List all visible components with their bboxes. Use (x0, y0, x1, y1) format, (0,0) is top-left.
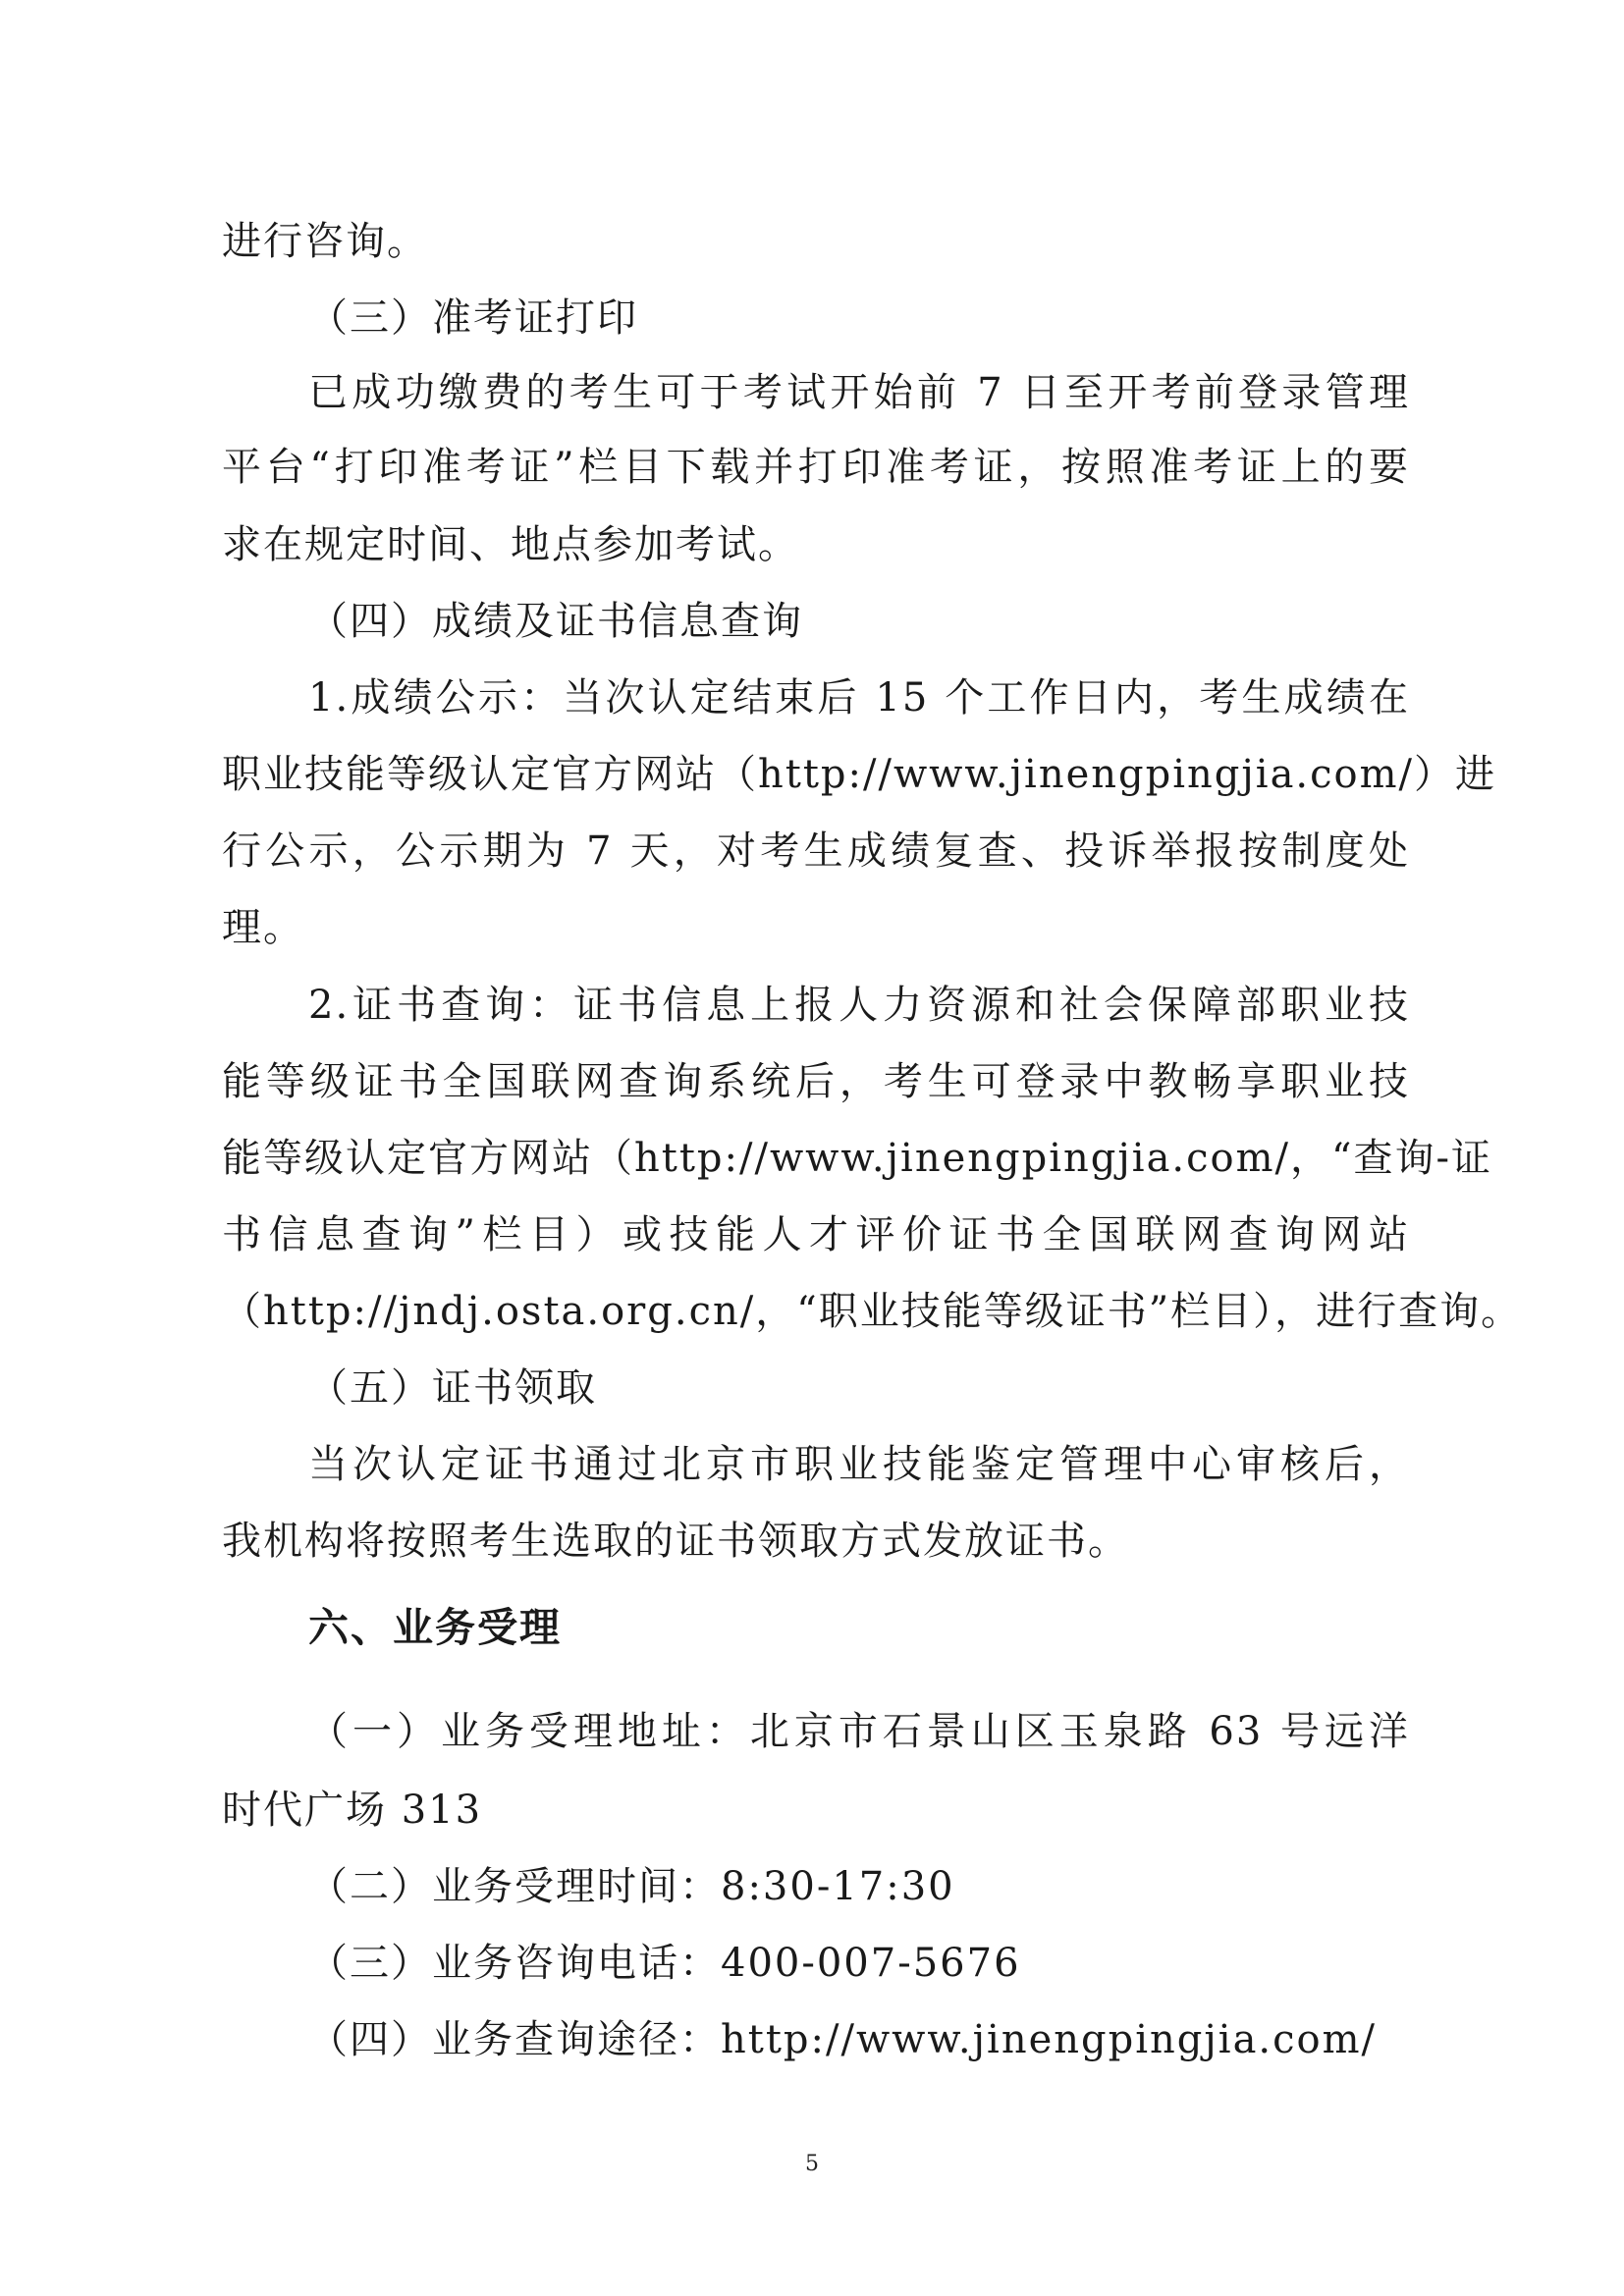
page-number: 5 (805, 2152, 819, 2176)
paragraph-line: 能等级证书全国联网查询系统后，考生可登录中教畅享职业技 (222, 1059, 1410, 1104)
service-hours-line: （二）业务受理时间：8:30-17:30 (308, 1864, 955, 1909)
paragraph-line: 已成功缴费的考生可于考试开始前 7 日至开考前登录管理 (308, 370, 1410, 415)
paragraph-line: 求在规定时间、地点参加考试。 (222, 522, 799, 567)
paragraph-line: 1.成绩公示：当次认定结束后 15 个工作日内，考生成绩在 (308, 675, 1410, 721)
paragraph-line: 2.证书查询：证书信息上报人力资源和社会保障部职业技 (308, 983, 1410, 1028)
paragraph-line: 能等级认定官方网站（http://www.jinengpingjia.com/，“查询-证 (222, 1136, 1493, 1181)
subsection-title-score-certificate-query: （四）成绩及证书信息查询 (308, 599, 803, 644)
paragraph-line: 书信息查询”栏目）或技能人才评价证书全国联网查询网站 (222, 1212, 1410, 1257)
paragraph-line: 行公示，公示期为 7 天，对考生成绩复查、投诉举报按制度处 (222, 828, 1410, 874)
paragraph-line: 进行咨询。 (222, 219, 428, 264)
service-phone-line: （三）业务咨询电话：400-007-5676 (308, 1941, 1021, 1986)
service-address-line: 时代广场 313 (222, 1788, 483, 1833)
service-query-url-line: （四）业务查询途径：http://www.jinengpingjia.com/ (308, 2017, 1378, 2062)
paragraph-line: 理。 (222, 905, 304, 950)
service-address-line: （一）业务受理地址：北京市石景山区玉泉路 63 号远洋 (308, 1709, 1410, 1754)
subsection-title-certificate-collection: （五）证书领取 (308, 1365, 597, 1411)
paragraph-line: 当次认定证书通过北京市职业技能鉴定管理中心审核后， (308, 1442, 1410, 1487)
paragraph-line: （http://jndj.osta.org.cn/，“职业技能等级证书”栏目），进行查询。 (222, 1289, 1523, 1334)
paragraph-line: 我机构将按照考生选取的证书领取方式发放证书。 (222, 1519, 1129, 1564)
section-heading: 六、业务受理 (308, 1604, 562, 1651)
paragraph-line: 平台“打印准考证”栏目下载并打印准考证，按照准考证上的要 (222, 445, 1410, 490)
paragraph-line: 职业技能等级认定官方网站（http://www.jinengpingjia.com/）进 (222, 752, 1497, 797)
subsection-title-admission-ticket: （三）准考证打印 (308, 295, 638, 341)
